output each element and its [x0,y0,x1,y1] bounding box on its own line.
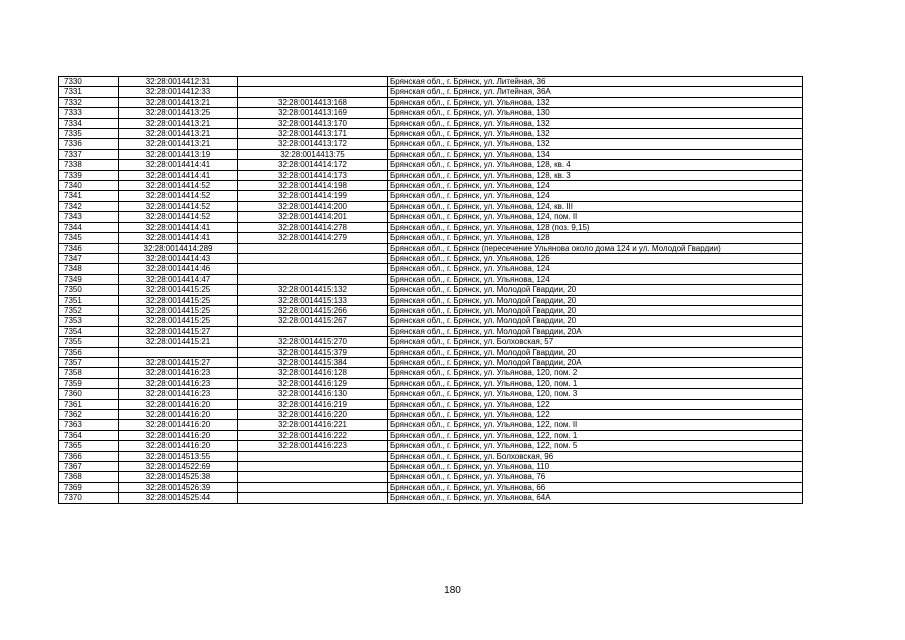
building-cadastral-number-cell: 32:28:0014413:168 [238,97,388,107]
land-cadastral-number-cell: 32:28:0014416:23 [119,378,238,388]
building-cadastral-number-cell [238,451,388,461]
table-row [59,285,803,295]
building-cadastral-number-cell: 32:28:0014413:75 [238,149,388,159]
building-cadastral-number-cell: 32:28:0014414:199 [238,191,388,201]
land-cadastral-number-cell: 32:28:0014525:44 [119,493,238,503]
table-row [59,295,803,305]
address-cell: Брянская обл., г. Брянск, ул. Литейная, 36 [388,77,803,87]
table-row [59,462,803,472]
address-cell: Брянская обл., г. Брянск, ул. Ульянова, 128 [388,233,803,243]
land-cadastral-number-cell: 32:28:0014413:19 [119,149,238,159]
building-cadastral-number-cell: 32:28:0014416:222 [238,430,388,440]
row-number-cell: 7365 [59,441,119,451]
row-number-cell: 7370 [59,493,119,503]
table-row [59,472,803,482]
row-number-cell: 7356 [59,347,119,357]
building-cadastral-number-cell [238,87,388,97]
land-cadastral-number-cell: 32:28:0014415:25 [119,316,238,326]
row-number-cell: 7350 [59,285,119,295]
land-cadastral-number-cell [119,347,238,357]
table-row [59,97,803,107]
building-cadastral-number-cell: 32:28:0014415:266 [238,305,388,315]
land-cadastral-number-cell: 32:28:0014412:31 [119,77,238,87]
building-cadastral-number-cell [238,243,388,253]
row-number-cell: 7368 [59,472,119,482]
building-cadastral-number-cell: 32:28:0014416:128 [238,368,388,378]
address-cell: Брянская обл., г. Брянск, ул. Ульянова, 128 (поз. 9,15) [388,222,803,232]
address-cell: Брянская обл., г. Брянск (пересечение Ульянова около дома 124 и ул. Молодой Гвардии) [388,243,803,253]
building-cadastral-number-cell: 32:28:0014413:170 [238,118,388,128]
land-cadastral-number-cell: 32:28:0014416:20 [119,441,238,451]
row-number-cell: 7364 [59,430,119,440]
land-cadastral-number-cell: 32:28:0014414:289 [119,243,238,253]
address-cell: Брянская обл., г. Брянск, ул. Молодой Гвардии, 20 [388,285,803,295]
table-row [59,420,803,430]
land-cadastral-number-cell: 32:28:0014412:33 [119,87,238,97]
building-cadastral-number-cell: 32:28:0014415:267 [238,316,388,326]
table-row [59,482,803,492]
table-row [59,253,803,263]
table-row [59,305,803,315]
building-cadastral-number-cell: 32:28:0014415:379 [238,347,388,357]
row-number-cell: 7362 [59,410,119,420]
building-cadastral-number-cell: 32:28:0014414:201 [238,212,388,222]
land-cadastral-number-cell: 32:28:0014414:52 [119,212,238,222]
table-row [59,264,803,274]
building-cadastral-number-cell: 32:28:0014415:133 [238,295,388,305]
table-row [59,160,803,170]
table-row [59,274,803,284]
land-cadastral-number-cell: 32:28:0014414:47 [119,274,238,284]
building-cadastral-number-cell: 32:28:0014414:278 [238,222,388,232]
table-body [59,77,803,504]
address-cell: Брянская обл., г. Брянск, ул. Ульянова, 120, пом. 2 [388,368,803,378]
row-number-cell: 7349 [59,274,119,284]
building-cadastral-number-cell: 32:28:0014415:270 [238,337,388,347]
address-cell: Брянская обл., г. Брянск, ул. Ульянова, 124 [388,181,803,191]
building-cadastral-number-cell: 32:28:0014416:219 [238,399,388,409]
building-cadastral-number-cell: 32:28:0014416:130 [238,389,388,399]
address-cell: Брянская обл., г. Брянск, ул. Ульянова, 128, кв. 4 [388,160,803,170]
row-number-cell: 7367 [59,462,119,472]
building-cadastral-number-cell: 32:28:0014413:171 [238,129,388,139]
table-row [59,212,803,222]
table-row [59,357,803,367]
table-row [59,410,803,420]
building-cadastral-number-cell: 32:28:0014415:132 [238,285,388,295]
row-number-cell: 7331 [59,87,119,97]
land-cadastral-number-cell: 32:28:0014415:25 [119,305,238,315]
table-row [59,170,803,180]
building-cadastral-number-cell: 32:28:0014414:172 [238,160,388,170]
row-number-cell: 7337 [59,149,119,159]
row-number-cell: 7330 [59,77,119,87]
row-number-cell: 7340 [59,181,119,191]
row-number-cell: 7354 [59,326,119,336]
row-number-cell: 7359 [59,378,119,388]
table-row [59,378,803,388]
building-cadastral-number-cell: 32:28:0014416:129 [238,378,388,388]
address-cell: Брянская обл., г. Брянск, ул. Ульянова, 126 [388,253,803,263]
address-cell: Брянская обл., г. Брянск, ул. Молодой Гвардии, 20 [388,305,803,315]
row-number-cell: 7333 [59,108,119,118]
table-row [59,108,803,118]
page-number: 180 [444,585,461,596]
land-cadastral-number-cell: 32:28:0014413:21 [119,129,238,139]
land-cadastral-number-cell: 32:28:0014416:20 [119,420,238,430]
land-cadastral-number-cell: 32:28:0014414:41 [119,233,238,243]
table-row [59,326,803,336]
table-row [59,139,803,149]
land-cadastral-number-cell: 32:28:0014413:25 [119,108,238,118]
row-number-cell: 7344 [59,222,119,232]
row-number-cell: 7366 [59,451,119,461]
address-cell: Брянская обл., г. Брянск, ул. Ульянова, 124 [388,264,803,274]
land-cadastral-number-cell: 32:28:0014414:52 [119,181,238,191]
address-cell: Брянская обл., г. Брянск, ул. Ульянова, 64А [388,493,803,503]
land-cadastral-number-cell: 32:28:0014416:20 [119,399,238,409]
address-cell: Брянская обл., г. Брянск, ул. Молодой Гвардии, 20 [388,347,803,357]
address-cell: Брянская обл., г. Брянск, ул. Ульянова, 122 [388,399,803,409]
land-cadastral-number-cell: 32:28:0014415:25 [119,295,238,305]
building-cadastral-number-cell: 32:28:0014413:169 [238,108,388,118]
land-cadastral-number-cell: 32:28:0014416:23 [119,368,238,378]
land-cadastral-number-cell: 32:28:0014525:38 [119,472,238,482]
building-cadastral-number-cell: 32:28:0014416:221 [238,420,388,430]
building-cadastral-number-cell: 32:28:0014415:384 [238,357,388,367]
address-cell: Брянская обл., г. Брянск, ул. Ульянова, 120, пом. 1 [388,378,803,388]
row-number-cell: 7351 [59,295,119,305]
address-cell: Брянская обл., г. Брянск, ул. Болховская, 57 [388,337,803,347]
address-cell: Брянская обл., г. Брянск, ул. Ульянова, 134 [388,149,803,159]
table-row [59,493,803,503]
address-cell: Брянская обл., г. Брянск, ул. Ульянова, 128, кв. 3 [388,170,803,180]
row-number-cell: 7358 [59,368,119,378]
table-row [59,389,803,399]
table-row [59,399,803,409]
building-cadastral-number-cell: 32:28:0014414:279 [238,233,388,243]
building-cadastral-number-cell: 32:28:0014416:220 [238,410,388,420]
row-number-cell: 7357 [59,357,119,367]
building-cadastral-number-cell [238,274,388,284]
building-cadastral-number-cell [238,462,388,472]
land-cadastral-number-cell: 32:28:0014513:55 [119,451,238,461]
table-row [59,368,803,378]
address-cell: Брянская обл., г. Брянск, ул. Молодой Гвардии, 20А [388,326,803,336]
address-cell: Брянская обл., г. Брянск, ул. Болховская, 96 [388,451,803,461]
table-row [59,149,803,159]
land-cadastral-number-cell: 32:28:0014414:52 [119,191,238,201]
land-cadastral-number-cell: 32:28:0014526:39 [119,482,238,492]
land-cadastral-number-cell: 32:28:0014414:43 [119,253,238,263]
row-number-cell: 7352 [59,305,119,315]
table-row [59,191,803,201]
building-cadastral-number-cell [238,482,388,492]
row-number-cell: 7343 [59,212,119,222]
land-cadastral-number-cell: 32:28:0014414:41 [119,170,238,180]
land-cadastral-number-cell: 32:28:0014416:23 [119,389,238,399]
row-number-cell: 7332 [59,97,119,107]
row-number-cell: 7338 [59,160,119,170]
table-row [59,243,803,253]
address-cell: Брянская обл., г. Брянск, ул. Молодой Гвардии, 20А [388,357,803,367]
land-cadastral-number-cell: 32:28:0014415:25 [119,285,238,295]
address-cell: Брянская обл., г. Брянск, ул. Ульянова, 76 [388,472,803,482]
address-cell: Брянская обл., г. Брянск, ул. Литейная, 36А [388,87,803,97]
address-cell: Брянская обл., г. Брянск, ул. Ульянова, 132 [388,139,803,149]
table-row [59,233,803,243]
land-cadastral-number-cell: 32:28:0014413:21 [119,139,238,149]
address-cell: Брянская обл., г. Брянск, ул. Ульянова, 124, кв. III [388,201,803,211]
building-cadastral-number-cell: 32:28:0014414:198 [238,181,388,191]
building-cadastral-number-cell: 32:28:0014414:173 [238,170,388,180]
address-cell: Брянская обл., г. Брянск, ул. Ульянова, 122, пом. 1 [388,430,803,440]
table-row [59,129,803,139]
row-number-cell: 7369 [59,482,119,492]
table-row [59,316,803,326]
row-number-cell: 7335 [59,129,119,139]
building-cadastral-number-cell: 32:28:0014413:172 [238,139,388,149]
address-cell: Брянская обл., г. Брянск, ул. Ульянова, 122, пом. II [388,420,803,430]
land-cadastral-number-cell: 32:28:0014414:46 [119,264,238,274]
row-number-cell: 7355 [59,337,119,347]
table-row [59,451,803,461]
table-row [59,201,803,211]
table-row [59,337,803,347]
land-cadastral-number-cell: 32:28:0014414:52 [119,201,238,211]
cadastral-table [58,76,803,504]
building-cadastral-number-cell: 32:28:0014416:223 [238,441,388,451]
row-number-cell: 7341 [59,191,119,201]
building-cadastral-number-cell [238,326,388,336]
table-row [59,347,803,357]
row-number-cell: 7353 [59,316,119,326]
land-cadastral-number-cell: 32:28:0014416:20 [119,410,238,420]
row-number-cell: 7342 [59,201,119,211]
table-row [59,430,803,440]
land-cadastral-number-cell: 32:28:0014416:20 [119,430,238,440]
building-cadastral-number-cell [238,472,388,482]
row-number-cell: 7336 [59,139,119,149]
land-cadastral-number-cell: 32:28:0014522:69 [119,462,238,472]
table-row [59,87,803,97]
address-cell: Брянская обл., г. Брянск, ул. Ульянова, 122 [388,410,803,420]
address-cell: Брянская обл., г. Брянск, ул. Ульянова, 132 [388,118,803,128]
address-cell: Брянская обл., г. Брянск, ул. Ульянова, 110 [388,462,803,472]
table-row [59,222,803,232]
row-number-cell: 7347 [59,253,119,263]
land-cadastral-number-cell: 32:28:0014414:41 [119,222,238,232]
land-cadastral-number-cell: 32:28:0014415:21 [119,337,238,347]
building-cadastral-number-cell [238,77,388,87]
land-cadastral-number-cell: 32:28:0014415:27 [119,357,238,367]
row-number-cell: 7334 [59,118,119,128]
address-cell: Брянская обл., г. Брянск, ул. Ульянова, 124 [388,191,803,201]
land-cadastral-number-cell: 32:28:0014413:21 [119,97,238,107]
address-cell: Брянская обл., г. Брянск, ул. Ульянова, 120, пом. 3 [388,389,803,399]
land-cadastral-number-cell: 32:28:0014414:41 [119,160,238,170]
row-number-cell: 7360 [59,389,119,399]
address-cell: Брянская обл., г. Брянск, ул. Ульянова, 132 [388,97,803,107]
table-row [59,441,803,451]
table-row [59,77,803,87]
building-cadastral-number-cell [238,493,388,503]
address-cell: Брянская обл., г. Брянск, ул. Ульянова, 122, пом. 5 [388,441,803,451]
land-cadastral-number-cell: 32:28:0014415:27 [119,326,238,336]
land-cadastral-number-cell: 32:28:0014413:21 [119,118,238,128]
address-cell: Брянская обл., г. Брянск, ул. Ульянова, 130 [388,108,803,118]
row-number-cell: 7348 [59,264,119,274]
building-cadastral-number-cell: 32:28:0014414:200 [238,201,388,211]
address-cell: Брянская обл., г. Брянск, ул. Ульянова, 66 [388,482,803,492]
building-cadastral-number-cell [238,253,388,263]
table-row [59,118,803,128]
building-cadastral-number-cell [238,264,388,274]
row-number-cell: 7339 [59,170,119,180]
table-row [59,181,803,191]
row-number-cell: 7345 [59,233,119,243]
row-number-cell: 7361 [59,399,119,409]
address-cell: Брянская обл., г. Брянск, ул. Молодой Гвардии, 20 [388,316,803,326]
address-cell: Брянская обл., г. Брянск, ул. Молодой Гвардии, 20 [388,295,803,305]
address-cell: Брянская обл., г. Брянск, ул. Ульянова, 124 [388,274,803,284]
address-cell: Брянская обл., г. Брянск, ул. Ульянова, 124, пом. II [388,212,803,222]
row-number-cell: 7346 [59,243,119,253]
row-number-cell: 7363 [59,420,119,430]
address-cell: Брянская обл., г. Брянск, ул. Ульянова, 132 [388,129,803,139]
